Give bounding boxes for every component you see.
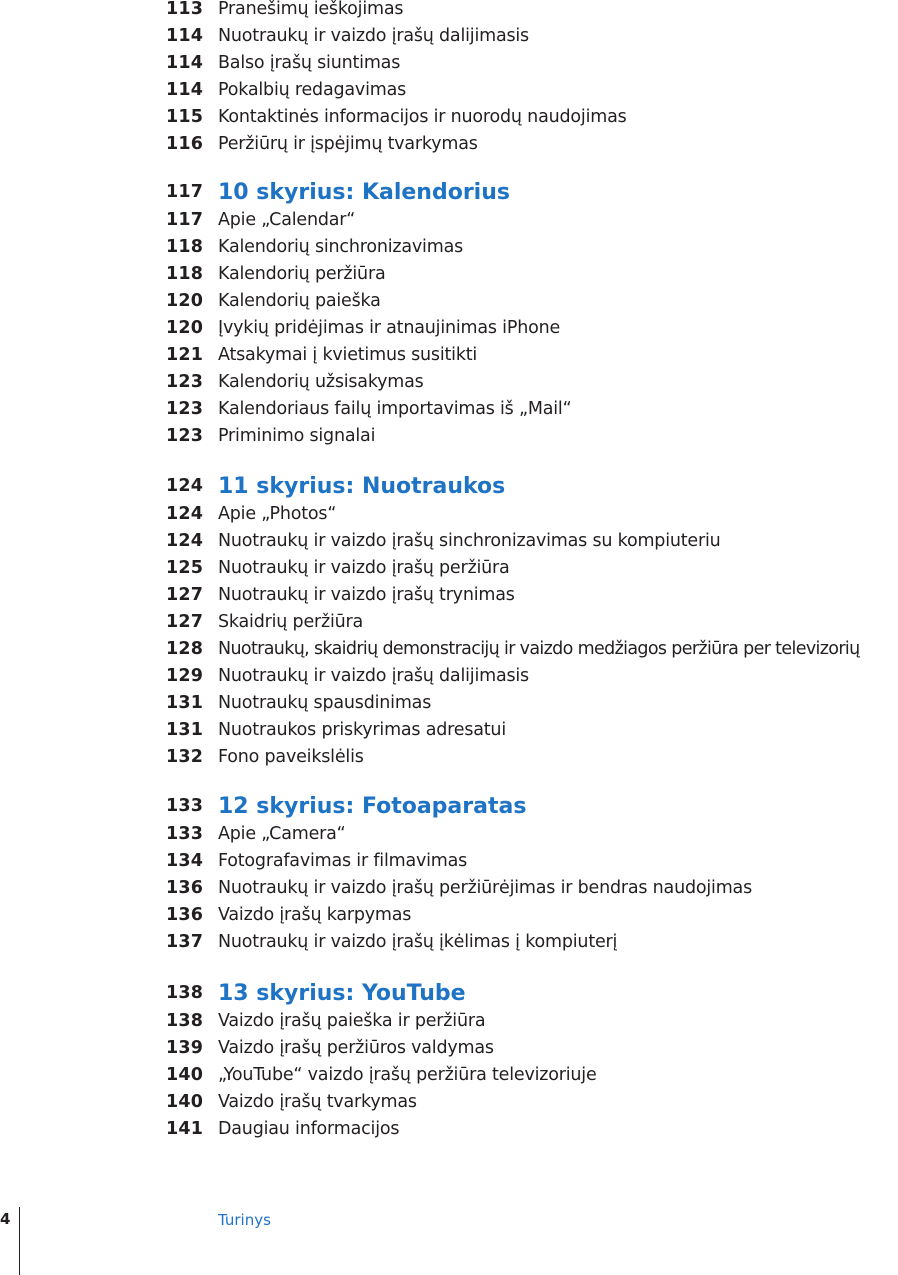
toc-page-number: 133 [166,824,204,844]
toc-entry-title: Kalendorių sinchronizavimas [218,237,464,257]
toc-entry-title: Fotografavimas ir filmavimas [218,851,468,871]
toc-entry[interactable] [0,582,898,609]
toc-page-number: 123 [166,399,204,419]
toc-entry-title: Apie „Photos“ [218,504,337,524]
toc-entry-title: Įvykių pridėjimas ir atnaujinimas iPhone [218,318,561,338]
toc-entry[interactable] [0,1089,898,1116]
toc-page-number: 113 [166,0,204,19]
toc-page-number: 129 [166,666,204,686]
toc-chapter-heading[interactable] [0,179,898,206]
toc-entry-title: Nuotraukų ir vaizdo įrašų peržiūra [218,558,510,578]
toc-chapter-heading[interactable] [0,980,898,1007]
toc-entry-title: Peržiūrų ir įspėjimų tvarkymas [218,134,478,154]
toc-entry-title: Kalendorių užsisakymas [218,372,424,392]
toc-page-number: 132 [166,747,204,767]
toc-entry-title: „YouTube“ vaizdo įrašų peržiūra televizoriuje [218,1065,597,1085]
toc-page-number: 131 [166,720,204,740]
toc-entry[interactable] [0,234,898,261]
toc-entry[interactable] [0,50,898,77]
toc-page-number: 123 [166,426,204,446]
toc-entry[interactable] [0,902,898,929]
toc-chapter-title: 12 skyrius: Fotoaparatas [218,794,527,819]
toc-entry-title: Pokalbių redagavimas [218,80,407,100]
toc-page-number: 137 [166,932,204,952]
toc-page-number: 115 [166,107,204,127]
toc-entry[interactable] [0,690,898,717]
toc-entry[interactable] [0,207,898,234]
toc-page-number: 133 [166,796,204,816]
toc-entry-title: Kalendoriaus failų importavimas iš „Mail“ [218,399,572,419]
toc-entry[interactable] [0,396,898,423]
toc-entry-title: Nuotraukų ir vaizdo įrašų dalijimasis [218,26,529,46]
toc-page-number: 120 [166,318,204,338]
toc-entry-title: Balso įrašų siuntimas [218,53,401,73]
toc-page-number: 124 [166,504,204,524]
toc-entry-title: Nuotraukos priskyrimas adresatui [218,720,506,740]
toc-chapter-title: 13 skyrius: YouTube [218,981,466,1006]
toc-page-number: 124 [166,476,204,496]
toc-entry[interactable] [0,131,898,158]
toc-entry[interactable] [0,1035,898,1062]
toc-entry[interactable] [0,0,898,23]
toc-entry-title: Skaidrių peržiūra [218,612,364,632]
footer-divider [19,1207,20,1275]
toc-entry-title: Vaizdo įrašų paieška ir peržiūra [218,1011,486,1031]
toc-entry-title: Nuotraukų ir vaizdo įrašų dalijimasis [218,666,529,686]
toc-entry-title: Nuotraukų, skaidrių demonstracijų ir vaizdo medžiagos peržiūra per televizorių [218,639,860,659]
toc-page-number: 138 [166,1011,204,1031]
footer-section-label: Turinys [218,1211,271,1229]
toc-page-number: 140 [166,1065,204,1085]
toc-entry-title: Fono paveikslėlis [218,747,364,767]
toc-entry[interactable] [0,848,898,875]
toc-entry[interactable] [0,1116,898,1143]
toc-page-number: 141 [166,1119,204,1139]
toc-entry[interactable] [0,369,898,396]
toc-entry-title: Kalendorių paieška [218,291,381,311]
toc-page-number: 127 [166,612,204,632]
toc-entry[interactable] [0,1062,898,1089]
toc-entry[interactable] [0,821,898,848]
toc-entry-title: Daugiau informacijos [218,1119,400,1139]
toc-entry[interactable] [0,609,898,636]
toc-page-number: 127 [166,585,204,605]
toc-chapter-title: 11 skyrius: Nuotraukos [218,474,506,499]
toc-entry[interactable] [0,555,898,582]
toc-page-number: 117 [166,182,204,202]
toc-entry[interactable] [0,528,898,555]
toc-entry[interactable] [0,104,898,131]
toc-chapter-title: 10 skyrius: Kalendorius [218,180,510,205]
toc-chapter-heading[interactable] [0,473,898,500]
toc-entry[interactable] [0,315,898,342]
toc-entry-title: Priminimo signalai [218,426,376,446]
toc-entry-title: Kalendorių peržiūra [218,264,386,284]
toc-entry-title: Pranešimų ieškojimas [218,0,404,19]
toc-entry[interactable] [0,501,898,528]
toc-entry[interactable] [0,261,898,288]
toc-entry-title: Apie „Camera“ [218,824,346,844]
toc-entry[interactable] [0,744,898,771]
toc-entry[interactable] [0,288,898,315]
toc-page-number: 117 [166,210,204,230]
toc-entry-title: Nuotraukų spausdinimas [218,693,432,713]
toc-page-number: 139 [166,1038,204,1058]
toc-entry-title: Atsakymai į kvietimus susitikti [218,345,478,365]
toc-page-number: 125 [166,558,204,578]
toc-page-number: 138 [166,983,204,1003]
toc-entry[interactable] [0,636,898,663]
toc-entry-title: Nuotraukų ir vaizdo įrašų sinchronizavimas su kompiuteriu [218,531,721,551]
toc-entry-title: Vaizdo įrašų karpymas [218,905,412,925]
toc-page-number: 124 [166,531,204,551]
toc-page-number: 136 [166,905,204,925]
toc-entry-title: Vaizdo įrašų tvarkymas [218,1092,417,1112]
toc-chapter-heading[interactable] [0,793,898,820]
toc-entry-title: Nuotraukų ir vaizdo įrašų peržiūrėjimas ir bendras naudojimas [218,878,753,898]
toc-entry-title: Vaizdo įrašų peržiūros valdymas [218,1038,494,1058]
toc-page-number: 120 [166,291,204,311]
toc-entry-title: Kontaktinės informacijos ir nuorodų naudojimas [218,107,627,127]
toc-entry-title: Apie „Calendar“ [218,210,356,230]
toc-page-number: 131 [166,693,204,713]
toc-page-number: 128 [166,639,204,659]
toc-page-number: 140 [166,1092,204,1112]
toc-entry[interactable] [0,929,898,956]
toc-entry-title: Nuotraukų ir vaizdo įrašų įkėlimas į kompiuterį [218,932,618,952]
footer-page-number: 4 [0,1210,11,1228]
toc-entry[interactable] [0,423,898,450]
toc-entry[interactable] [0,1008,898,1035]
toc-entry[interactable] [0,875,898,902]
toc-page-number: 136 [166,878,204,898]
toc-page-number: 123 [166,372,204,392]
toc-page-number: 114 [166,26,204,46]
toc-page-number: 134 [166,851,204,871]
toc-entry[interactable] [0,663,898,690]
toc-entry[interactable] [0,342,898,369]
toc-entry[interactable] [0,23,898,50]
toc-page-number: 118 [166,264,204,284]
toc-page-number: 118 [166,237,204,257]
toc-page-number: 114 [166,53,204,73]
toc-entry-title: Nuotraukų ir vaizdo įrašų trynimas [218,585,515,605]
toc-page-number: 114 [166,80,204,100]
toc-page-number: 121 [166,345,204,365]
toc-entry[interactable] [0,717,898,744]
toc-page-number: 116 [166,134,204,154]
toc-entry[interactable] [0,77,898,104]
